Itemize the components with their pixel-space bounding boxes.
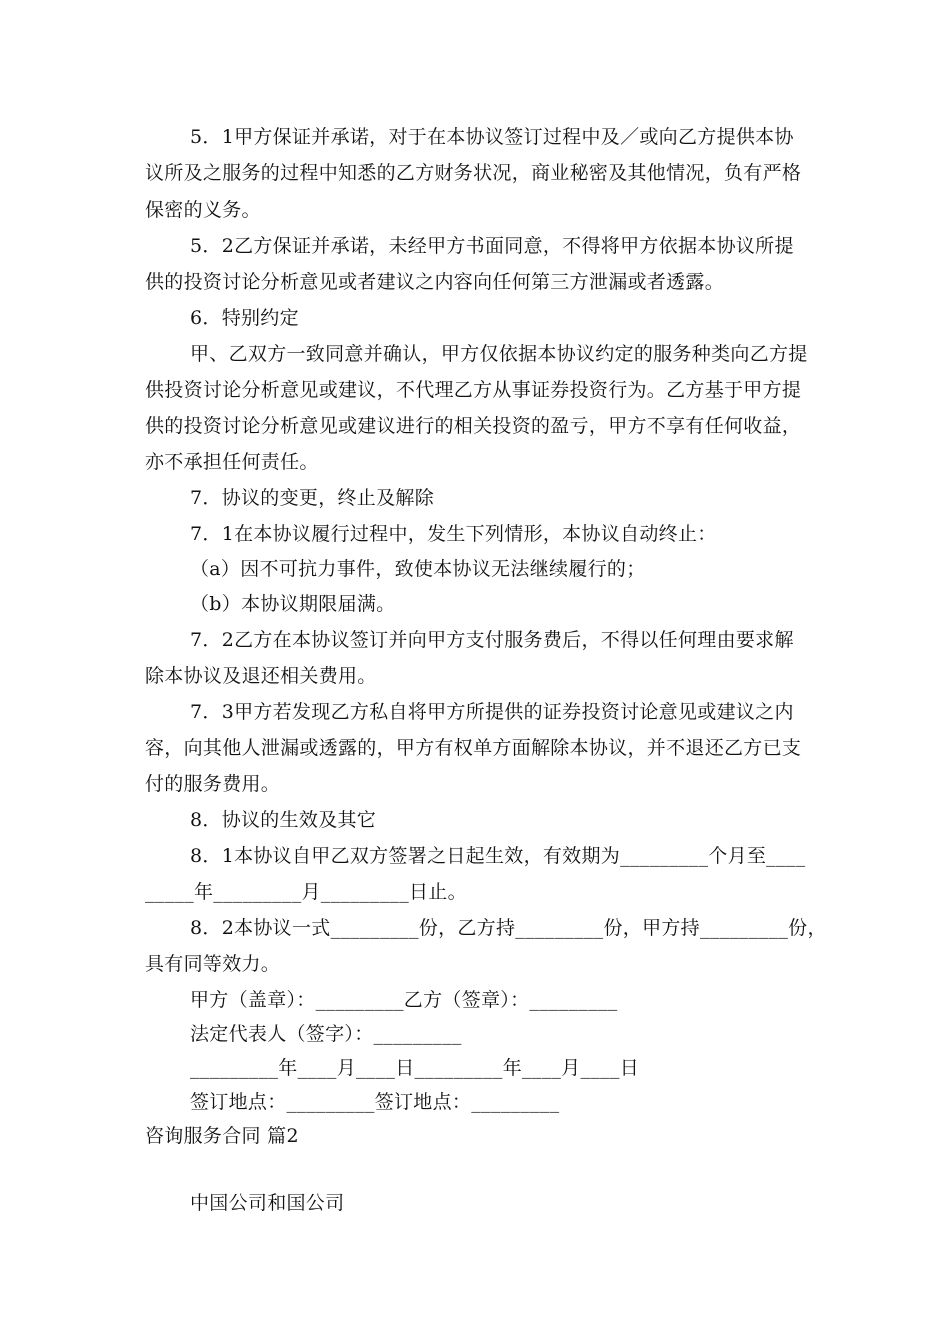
paragraph-line: 8．2本协议一式_________份，乙方持_________份，甲方持_________份，: [190, 917, 827, 939]
paragraph-line: 供的投资讨论分析意见或建议进行的相关投资的盈亏，甲方不享有任何收益，: [145, 415, 802, 437]
list-item: （b）本协议期限届满。: [190, 593, 396, 615]
parties-line: 中国公司和国公司: [190, 1192, 345, 1214]
paragraph-line: 议所及之服务的过程中知悉的乙方财务状况，商业秘密及其他情况，负有严格: [145, 162, 802, 184]
paragraph-line: 7．3甲方若发现乙方私自将甲方所提供的证券投资讨论意见或建议之内: [190, 701, 794, 723]
paragraph-line: 5．2乙方保证并承诺，未经甲方书面同意，不得将甲方依据本协议所提: [190, 235, 794, 257]
location-line: 签订地点：_________签订地点：_________: [190, 1091, 560, 1113]
paragraph-line: 8．1本协议自甲乙双方签署之日起生效，有效期为_________个月至____: [190, 845, 806, 867]
section-heading: 8．协议的生效及其它: [190, 809, 377, 831]
date-line: _________年____月____日_________年____月____日: [190, 1057, 639, 1079]
paragraph-line: 除本协议及退还相关费用。: [145, 665, 377, 687]
section-heading: 7．协议的变更，终止及解除: [190, 487, 434, 509]
paragraph-line: _____年_________月_________日止。: [145, 881, 467, 903]
paragraph-line: 7．2乙方在本协议签订并向甲方支付服务费后，不得以任何理由要求解: [190, 629, 794, 651]
document-title: 咨询服务合同 篇2: [145, 1125, 299, 1147]
paragraph-line: 供的投资讨论分析意见或者建议之内容向任何第三方泄漏或者透露。: [145, 271, 725, 293]
signature-line: 法定代表人（签字）：_________: [190, 1023, 462, 1045]
section-heading: 6．特别约定: [190, 307, 299, 329]
paragraph-line: 亦不承担任何责任。: [145, 451, 319, 473]
paragraph-line: 保密的义务。: [145, 199, 261, 221]
paragraph-line: 具有同等效力。: [145, 953, 281, 975]
paragraph-line: 付的服务费用。: [145, 773, 281, 795]
paragraph-line: 7．1在本协议履行过程中，发生下列情形，本协议自动终止：: [190, 523, 717, 545]
list-item: （a）因不可抗力事件，致使本协议无法继续履行的；: [190, 558, 646, 580]
paragraph-line: 5．1甲方保证并承诺，对于在本协议签订过程中及／或向乙方提供本协: [190, 126, 794, 148]
paragraph-line: 容，向其他人泄漏或透露的，甲方有权单方面解除本协议，并不退还乙方已支: [145, 737, 802, 759]
signature-line: 甲方（盖章）：_________乙方（签章）：_________: [190, 989, 618, 1011]
paragraph-line: 供投资讨论分析意见或建议，不代理乙方从事证券投资行为。乙方基于甲方提: [145, 379, 802, 401]
paragraph-line: 甲、乙双方一致同意并确认，甲方仅依据本协议约定的服务种类向乙方提: [190, 343, 808, 365]
